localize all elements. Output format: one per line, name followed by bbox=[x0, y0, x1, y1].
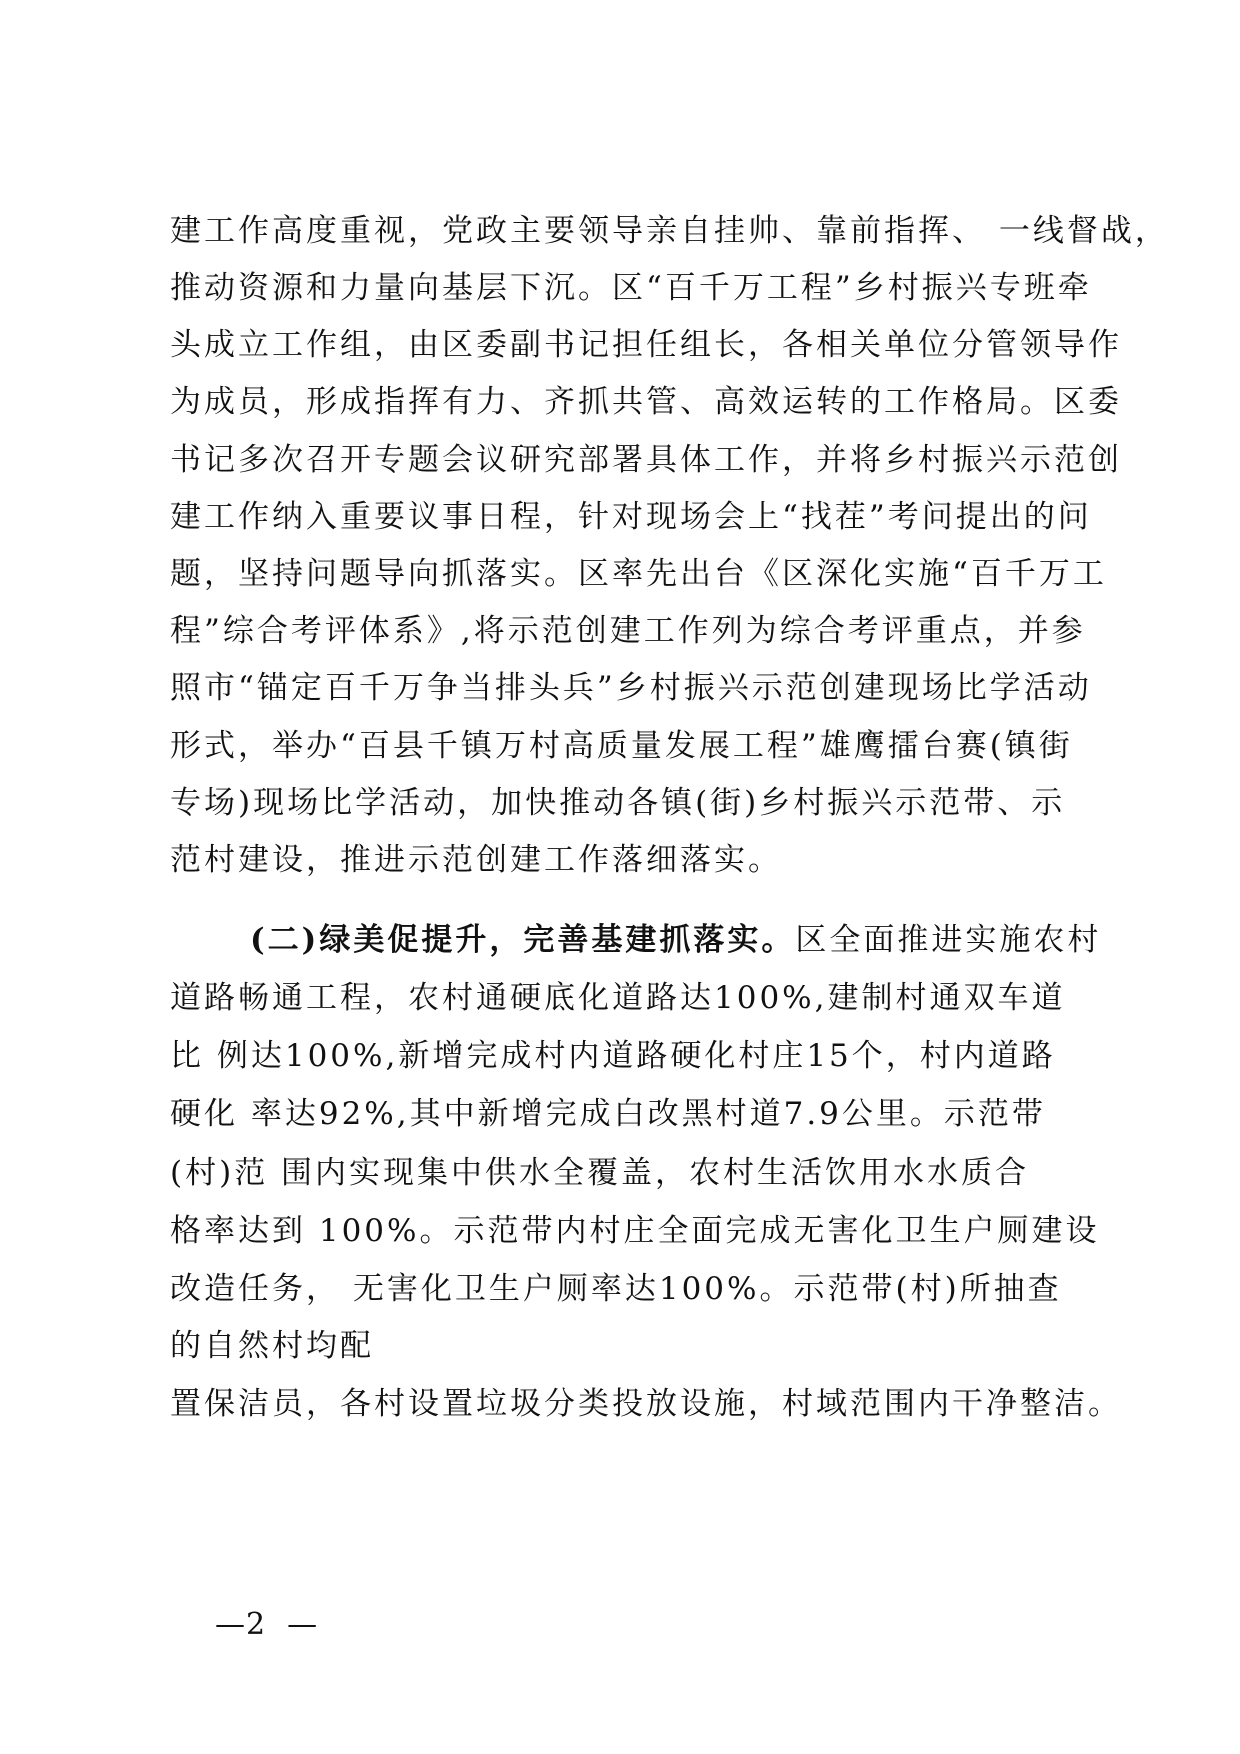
paragraph-line: 的自然村均配 bbox=[170, 1328, 374, 1364]
paragraph-line: (村)范 围内实现集中供水全覆盖，农村生活饮用水水质合 bbox=[170, 1155, 1030, 1191]
paragraph-line: 硬化 率达92%,其中新增完成白改黑村道7.9公里。示范带 bbox=[170, 1096, 1046, 1132]
paragraph-line: 头成立工作组，由区委副书记担任组长，各相关单位分管领导作 bbox=[170, 327, 1122, 363]
section-heading: (二)绿美促提升，完善基建抓落实。 bbox=[250, 922, 796, 958]
paragraph-line: 道路畅通工程，农村通硬底化道路达100%,建制村通双车道 bbox=[170, 980, 1066, 1016]
paragraph-line: 比 例达100%,新增完成村内道路硬化村庄15个，村内道路 bbox=[170, 1038, 1056, 1074]
paragraph-line: 建工作高度重视，党政主要领导亲自挂帅、靠前指挥、 一线督战， bbox=[170, 213, 1169, 249]
paragraph-line: 范村建设，推进示范创建工作落细落实。 bbox=[170, 842, 782, 878]
paragraph-line: 置保洁员，各村设置垃圾分类投放设施，村域范围内干净整洁。 bbox=[170, 1386, 1122, 1422]
section-heading-line bbox=[250, 920, 1101, 960]
page-number: —2 — bbox=[215, 1607, 319, 1642]
paragraph-line: 改造任务， 无害化卫生户厕率达100%。示范带(村)所抽查 bbox=[170, 1271, 1062, 1307]
paragraph-line: 书记多次召开专题会议研究部署具体工作，并将乡村振兴示范创 bbox=[170, 442, 1122, 478]
paragraph-line: 格率达到 100%。示范带内村庄全面完成无害化卫生户厕建设 bbox=[170, 1213, 1100, 1249]
paragraph-line: 程”综合考评体系》,将示范创建工作列为综合考评重点，并参 bbox=[170, 613, 1086, 649]
paragraph-line: 推动资源和力量向基层下沉。区“百千万工程”乡村振兴专班牵 bbox=[170, 270, 1092, 306]
paragraph-line: 照市“锚定百千万争当排头兵”乡村振兴示范创建现场比学活动 bbox=[170, 670, 1092, 706]
paragraph-line: 题，坚持问题导向抓落实。区率先出台《区深化实施“百千万工 bbox=[170, 556, 1107, 592]
section-heading-continuation: 区全面推进实施农村 bbox=[795, 922, 1102, 958]
paragraph-line: 为成员，形成指挥有力、齐抓共管、高效运转的工作格局。区委 bbox=[170, 384, 1122, 420]
paragraph-line: 建工作纳入重要议事日程，针对现场会上“找茬”考问提出的问 bbox=[170, 499, 1092, 535]
paragraph-line: 形式，举办“百县千镇万村高质量发展工程”雄鹰擂台赛(镇街 bbox=[170, 728, 1073, 764]
paragraph-line: 专场)现场比学活动，加快推动各镇(街)乡村振兴示范带、示 bbox=[170, 785, 1066, 821]
